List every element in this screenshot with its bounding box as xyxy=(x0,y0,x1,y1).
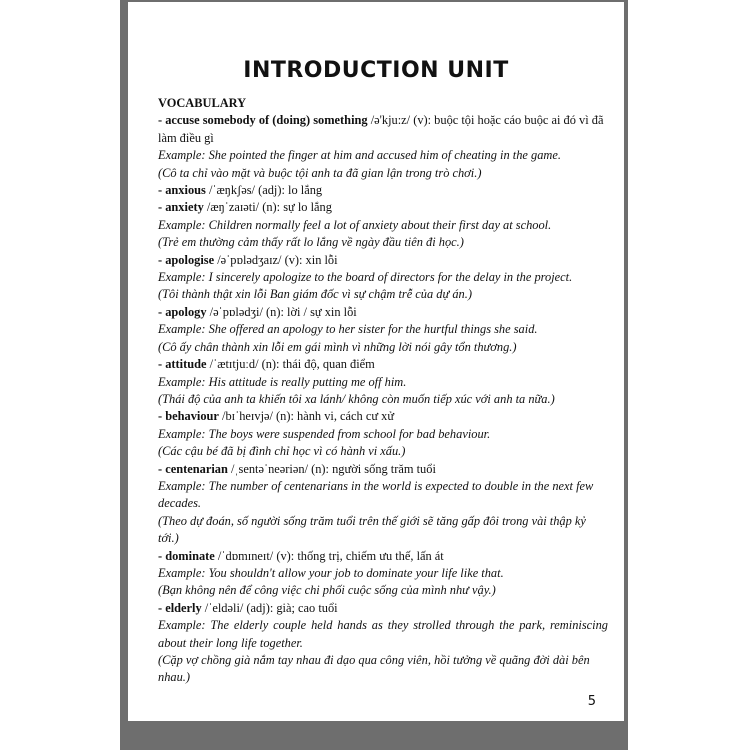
vocabulary-content xyxy=(158,95,608,687)
vocab-word: - anxious xyxy=(158,183,206,198)
example-sentence: Example: The elderly couple held hands as they strolled through the park, reminiscing about their long life together. xyxy=(158,618,608,650)
example-sentence: Example: You shouldn't allow your job to dominate your life like that. xyxy=(158,565,504,580)
example-translation: (Tôi thành thật xin lỗi Ban giám đốc vì sự chậm trễ của dự án.) xyxy=(158,287,472,302)
vocab-word: - attitude xyxy=(158,357,207,372)
vocab-definition: /əˈpɒlədʒi/ (n): lời / sự xin lỗi xyxy=(206,304,357,319)
example-translation: (Các cậu bé đã bị đình chỉ học vì có hành vi xấu.) xyxy=(158,444,406,459)
vocab-entry xyxy=(158,112,608,147)
example-sentence: Example: She pointed the finger at him and accused him of cheating in the game. xyxy=(158,148,561,163)
example-sentence: Example: His attitude is really putting me off him. xyxy=(158,374,407,389)
vocab-entry xyxy=(158,548,608,565)
vocab-definition: /ə'kju:z/ (v): buộc tội hoặc cáo buộc ai đó vì đã làm điều gì xyxy=(158,113,604,145)
vocab-entry xyxy=(158,182,608,199)
example-translation: (Bạn không nên để công việc chi phối cuộc sống của mình như vậy.) xyxy=(158,583,496,598)
vocab-entry xyxy=(158,199,608,216)
page-number: 5 xyxy=(587,694,596,709)
vocab-entry xyxy=(158,304,608,321)
vocab-word: - elderly xyxy=(158,600,202,615)
vocab-word: - behaviour xyxy=(158,409,219,424)
example-translation: (Cặp vợ chồng già nắm tay nhau đi dạo qua công viên, hồi tưởng về quãng đời dài bên nhau.) xyxy=(158,653,590,685)
vocab-definition: /əˈpɒlədʒaɪz/ (v): xin lỗi xyxy=(214,252,338,267)
example-translation: (Trẻ em thường cảm thấy rất lo lắng về ngày đầu tiên đi học.) xyxy=(158,235,464,250)
example-sentence: Example: She offered an apology to her sister for the hurtful things she said. xyxy=(158,322,538,337)
example-translation: (Thái độ của anh ta khiến tôi xa lánh/ không còn muốn tiếp xúc với anh ta nữa.) xyxy=(158,391,555,406)
vocab-word: - dominate xyxy=(158,548,215,563)
vocab-definition: /æŋˈzaɪəti/ (n): sự lo lắng xyxy=(203,200,332,215)
vocab-definition: /ˈeldəli/ (adj): già; cao tuổi xyxy=(201,600,338,615)
example-translation: (Cô ấy chân thành xin lỗi em gái mình vì những lời nói gây tổn thương.) xyxy=(158,339,517,354)
vocab-word: - apologise xyxy=(158,252,215,267)
vocab-definition: /ˈætɪtjuːd/ (n): thái độ, quan điểm xyxy=(206,357,375,372)
example-sentence: Example: Children normally feel a lot of anxiety about their first day at school. xyxy=(158,217,552,232)
vocab-word: - centenarian xyxy=(158,461,228,476)
document-page xyxy=(128,2,624,721)
vocab-definition: /ˌsentəˈneəriən/ (n): người sống trăm tuổi xyxy=(227,461,436,476)
page-title: INTRODUCTION UNIT xyxy=(243,58,509,83)
example-translation: (Theo dự đoán, số người sống trăm tuổi trên thế giới sẽ tăng gấp đôi trong vài thập kỷ tới.) xyxy=(158,513,586,546)
vocab-word: - accuse somebody of (doing) something xyxy=(158,113,368,128)
section-heading: VOCABULARY xyxy=(158,96,247,110)
vocab-word: - apology xyxy=(158,304,207,319)
vocab-entry xyxy=(158,461,608,478)
example-sentence: Example: The number of centenarians in the world is expected to double in the next few decades. xyxy=(158,478,594,511)
vocab-entry xyxy=(158,600,608,617)
example-sentence: Example: The boys were suspended from school for bad behaviour. xyxy=(158,426,491,441)
example-translation: (Cô ta chỉ vào mặt và buộc tội anh ta đã gian lận trong trò chơi.) xyxy=(158,165,482,180)
vocab-word: - anxiety xyxy=(158,200,204,215)
vocab-definition: /ˈæŋkʃəs/ (adj): lo lắng xyxy=(205,183,323,198)
vocab-definition: /bɪˈheɪvjə/ (n): hành vi, cách cư xử xyxy=(218,409,395,424)
vocab-entry xyxy=(158,356,608,373)
vocab-entry xyxy=(158,408,608,425)
example-sentence: Example: I sincerely apologize to the board of directors for the delay in the project. xyxy=(158,270,573,285)
vocab-entry xyxy=(158,252,608,269)
vocab-definition: /ˈdɒmɪneɪt/ (v): thống trị, chiếm ưu thế, lấn át xyxy=(214,548,444,563)
